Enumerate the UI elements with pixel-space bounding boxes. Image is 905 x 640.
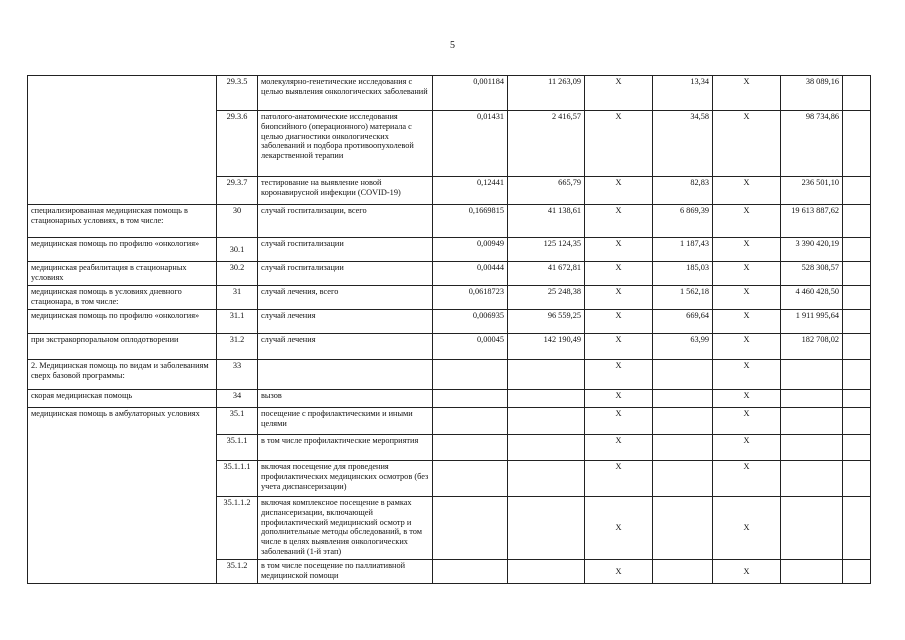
cell-norm xyxy=(433,435,508,461)
cell-c4 xyxy=(781,408,843,435)
cell-c1: Х xyxy=(585,334,653,360)
cell-unit: случай лечения xyxy=(258,334,433,360)
cell-name: медицинская помощь по профилю «онкология» xyxy=(28,238,217,262)
cell-norm xyxy=(433,360,508,390)
cell-name: специализированная медицинская помощь в стационарных условиях, в том числе: xyxy=(28,205,217,238)
cell-c3: Х xyxy=(713,238,781,262)
cell-c5 xyxy=(843,205,871,238)
cell-c3: Х xyxy=(713,560,781,584)
cell-c1: Х xyxy=(585,461,653,497)
cell-code: 35.1.2 xyxy=(217,560,258,584)
table-row xyxy=(28,310,871,334)
cell-c5 xyxy=(843,435,871,461)
cell-c3: Х xyxy=(713,76,781,111)
cell-code: 29.3.7 xyxy=(217,177,258,205)
cell-c2 xyxy=(653,461,713,497)
cell-cost xyxy=(508,435,585,461)
cell-unit: случай госпитализации xyxy=(258,262,433,286)
cell-c3: Х xyxy=(713,497,781,560)
cell-c4 xyxy=(781,360,843,390)
cell-cost: 142 190,49 xyxy=(508,334,585,360)
cell-c5 xyxy=(843,360,871,390)
table-row xyxy=(28,360,871,390)
cell-c2: 669,64 xyxy=(653,310,713,334)
cell-c1: Х xyxy=(585,497,653,560)
cell-c4: 4 460 428,50 xyxy=(781,286,843,310)
cell-norm: 0,00444 xyxy=(433,262,508,286)
cell-cost xyxy=(508,497,585,560)
cell-name: медицинская помощь в условиях дневного стационара, в том числе: xyxy=(28,286,217,310)
cell-code: 33 xyxy=(217,360,258,390)
cell-name xyxy=(28,435,217,461)
cell-cost: 96 559,25 xyxy=(508,310,585,334)
cell-cost: 665,79 xyxy=(508,177,585,205)
cell-unit: включая комплексное посещение в рамках диспансеризации, включающей профилактический медицинский осмотр и дополнительные методы обследований, в том числе в целях выявления онкологических заболеваний (1-й этап) xyxy=(258,497,433,560)
cell-c5 xyxy=(843,310,871,334)
cell-unit: посещение с профилактическими и иными целями xyxy=(258,408,433,435)
cell-c3: Х xyxy=(713,111,781,177)
cell-c4: 3 390 420,19 xyxy=(781,238,843,262)
cell-c4: 528 308,57 xyxy=(781,262,843,286)
table-row xyxy=(28,408,871,435)
cell-c5 xyxy=(843,408,871,435)
cell-c2 xyxy=(653,497,713,560)
cell-c1: Х xyxy=(585,435,653,461)
cell-c2: 1 562,18 xyxy=(653,286,713,310)
cell-name xyxy=(28,76,217,111)
cell-code: 30.2 xyxy=(217,262,258,286)
cell-cost xyxy=(508,390,585,408)
cell-c5 xyxy=(843,111,871,177)
cell-code: 29.3.5 xyxy=(217,76,258,111)
financing-table xyxy=(27,75,871,584)
cell-c3: Х xyxy=(713,205,781,238)
cell-c3: Х xyxy=(713,390,781,408)
cell-name xyxy=(28,560,217,584)
cell-norm: 0,006935 xyxy=(433,310,508,334)
cell-c3: Х xyxy=(713,334,781,360)
cell-c5 xyxy=(843,238,871,262)
cell-unit: вызов xyxy=(258,390,433,408)
cell-cost xyxy=(508,461,585,497)
cell-c5 xyxy=(843,461,871,497)
cell-norm: 0,01431 xyxy=(433,111,508,177)
cell-code: 35.1.1 xyxy=(217,435,258,461)
cell-name xyxy=(28,111,217,177)
cell-c1: Х xyxy=(585,408,653,435)
cell-c2 xyxy=(653,560,713,584)
cell-unit: молекулярно-генетические исследования с целью выявления онкологических заболеваний xyxy=(258,76,433,111)
cell-c2 xyxy=(653,360,713,390)
cell-c3: Х xyxy=(713,408,781,435)
cell-c1: Х xyxy=(585,360,653,390)
cell-code: 35.1 xyxy=(217,408,258,435)
cell-c2: 13,34 xyxy=(653,76,713,111)
cell-c5 xyxy=(843,334,871,360)
cell-c4: 182 708,02 xyxy=(781,334,843,360)
table-row xyxy=(28,390,871,408)
cell-cost xyxy=(508,360,585,390)
cell-c3: Х xyxy=(713,177,781,205)
cell-unit: тестирование на выявление новой коронавирусной инфекции (COVID-19) xyxy=(258,177,433,205)
cell-cost: 125 124,35 xyxy=(508,238,585,262)
cell-name: 2. Медицинская помощь по видам и заболеваниям сверх базовой программы: xyxy=(28,360,217,390)
cell-norm: 0,00045 xyxy=(433,334,508,360)
cell-norm xyxy=(433,497,508,560)
table-row xyxy=(28,238,871,262)
cell-c1: Х xyxy=(585,560,653,584)
cell-c4: 98 734,86 xyxy=(781,111,843,177)
cell-c4: 38 089,16 xyxy=(781,76,843,111)
cell-unit: в том числе профилактические мероприятия xyxy=(258,435,433,461)
cell-unit: случай госпитализации, всего xyxy=(258,205,433,238)
cell-c3: Х xyxy=(713,286,781,310)
cell-code: 29.3.6 xyxy=(217,111,258,177)
table-row xyxy=(28,177,871,205)
cell-c2: 82,83 xyxy=(653,177,713,205)
cell-c1: Х xyxy=(585,310,653,334)
cell-c4 xyxy=(781,560,843,584)
table-row xyxy=(28,76,871,111)
cell-c5 xyxy=(843,177,871,205)
cell-c4 xyxy=(781,497,843,560)
cell-c2: 63,99 xyxy=(653,334,713,360)
cell-c5 xyxy=(843,560,871,584)
cell-c2: 1 187,43 xyxy=(653,238,713,262)
cell-c3: Х xyxy=(713,461,781,497)
cell-unit: случай госпитализации xyxy=(258,238,433,262)
cell-code: 30 xyxy=(217,205,258,238)
cell-cost: 41 138,61 xyxy=(508,205,585,238)
cell-c1: Х xyxy=(585,390,653,408)
cell-norm: 0,1669815 xyxy=(433,205,508,238)
cell-c4: 236 501,10 xyxy=(781,177,843,205)
cell-unit xyxy=(258,360,433,390)
cell-c1: Х xyxy=(585,262,653,286)
cell-unit: в том числе посещение по паллиативной медицинской помощи xyxy=(258,560,433,584)
cell-cost: 25 248,38 xyxy=(508,286,585,310)
cell-norm xyxy=(433,560,508,584)
cell-c1: Х xyxy=(585,238,653,262)
cell-c2 xyxy=(653,408,713,435)
cell-norm: 0,001184 xyxy=(433,76,508,111)
cell-norm: 0,12441 xyxy=(433,177,508,205)
cell-c5 xyxy=(843,497,871,560)
table-row xyxy=(28,560,871,584)
table-row xyxy=(28,497,871,560)
cell-code: 31.1 xyxy=(217,310,258,334)
cell-name: при экстракорпоральном оплодотворении xyxy=(28,334,217,360)
cell-c1: Х xyxy=(585,111,653,177)
cell-c4: 1 911 995,64 xyxy=(781,310,843,334)
cell-c2: 185,03 xyxy=(653,262,713,286)
cell-norm: 0,00949 xyxy=(433,238,508,262)
cell-unit: случай лечения xyxy=(258,310,433,334)
cell-cost: 2 416,57 xyxy=(508,111,585,177)
cell-code: 34 xyxy=(217,390,258,408)
cell-name xyxy=(28,461,217,497)
cell-c5 xyxy=(843,76,871,111)
cell-name: медицинская помощь по профилю «онкология» xyxy=(28,310,217,334)
cell-c3: Х xyxy=(713,360,781,390)
cell-cost xyxy=(508,408,585,435)
cell-norm: 0,0618723 xyxy=(433,286,508,310)
cell-unit: патолого-анатомические исследования биопсийного (операционного) материала с целью диагностики онкологических заболеваний и подбора противоопухолевой лекарственной терапии xyxy=(258,111,433,177)
cell-norm xyxy=(433,390,508,408)
cell-c5 xyxy=(843,286,871,310)
table-row xyxy=(28,461,871,497)
cell-c5 xyxy=(843,262,871,286)
cell-c4: 19 613 887,62 xyxy=(781,205,843,238)
table-row xyxy=(28,205,871,238)
cell-code: 30.1 xyxy=(217,238,258,262)
table-row xyxy=(28,334,871,360)
cell-name xyxy=(28,177,217,205)
cell-norm xyxy=(433,461,508,497)
cell-name: медицинская реабилитация в стационарных условиях xyxy=(28,262,217,286)
cell-code: 31.2 xyxy=(217,334,258,360)
cell-c3: Х xyxy=(713,262,781,286)
cell-cost: 11 263,09 xyxy=(508,76,585,111)
cell-cost xyxy=(508,560,585,584)
cell-c2 xyxy=(653,435,713,461)
cell-c4 xyxy=(781,461,843,497)
table-row xyxy=(28,286,871,310)
cell-c5 xyxy=(843,390,871,408)
cell-name: медицинская помощь в амбулаторных условиях xyxy=(28,408,217,435)
cell-unit: случай лечения, всего xyxy=(258,286,433,310)
cell-c4 xyxy=(781,435,843,461)
cell-name: скорая медицинская помощь xyxy=(28,390,217,408)
cell-c1: Х xyxy=(585,76,653,111)
table-row xyxy=(28,435,871,461)
cell-code: 35.1.1.1 xyxy=(217,461,258,497)
cell-c4 xyxy=(781,390,843,408)
cell-c3: Х xyxy=(713,310,781,334)
cell-norm xyxy=(433,408,508,435)
table-row xyxy=(28,262,871,286)
cell-c1: Х xyxy=(585,177,653,205)
cell-c1: Х xyxy=(585,286,653,310)
cell-unit: включая посещение для проведения профилактических медицинских осмотров (без учета диспансеризации) xyxy=(258,461,433,497)
cell-c1: Х xyxy=(585,205,653,238)
page-number: 5 xyxy=(450,40,455,51)
table-row xyxy=(28,111,871,177)
cell-c2 xyxy=(653,390,713,408)
cell-c2: 6 869,39 xyxy=(653,205,713,238)
cell-code: 31 xyxy=(217,286,258,310)
cell-c3: Х xyxy=(713,435,781,461)
cell-name xyxy=(28,497,217,560)
cell-cost: 41 672,81 xyxy=(508,262,585,286)
cell-c2: 34,58 xyxy=(653,111,713,177)
cell-code: 35.1.1.2 xyxy=(217,497,258,560)
